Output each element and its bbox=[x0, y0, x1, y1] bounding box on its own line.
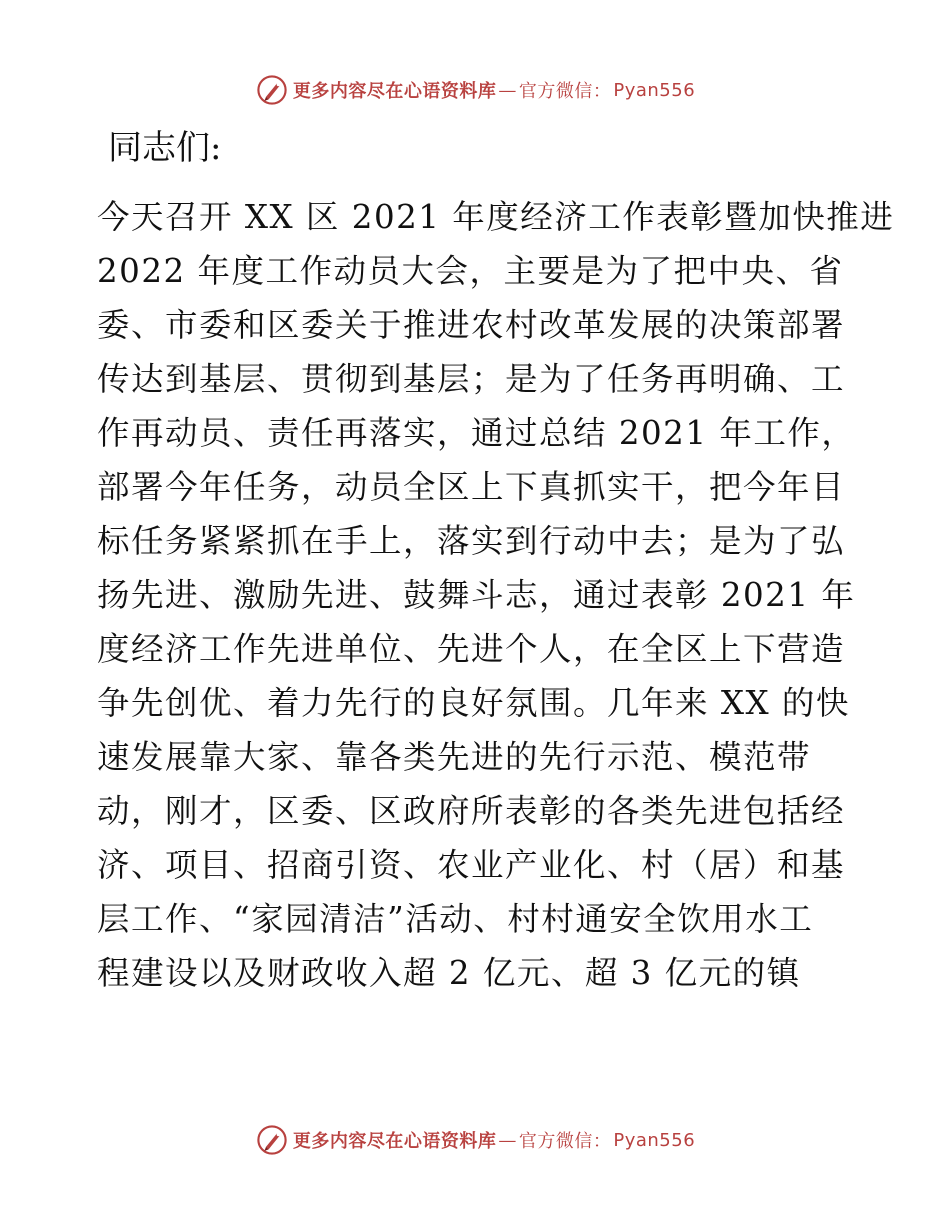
pen-logo-icon bbox=[255, 73, 289, 107]
body-line: 2022 年度工作动员大会，主要是为了把中央、省 bbox=[97, 252, 844, 290]
body-line: 作再动员、责任再落实，通过总结 2021 年工作， bbox=[97, 414, 856, 452]
body-line: 扬先进、激励先进、鼓舞斗志，通过表彰 2021 年 bbox=[97, 576, 856, 614]
watermark-brand-text: 更多内容尽在心语资料库 bbox=[292, 81, 497, 102]
watermark-contact-label: 官方微信： bbox=[518, 1131, 612, 1152]
watermark-contact-id: Pyan556 bbox=[613, 1129, 696, 1151]
body-line: 度经济工作先进单位、先进个人，在全区上下营造 bbox=[97, 630, 846, 668]
watermark-separator: — bbox=[498, 79, 517, 101]
body-line: 济、项目、招商引资、农业产业化、村（居）和基 bbox=[97, 846, 846, 884]
watermark-separator: — bbox=[498, 1129, 517, 1151]
watermark-contact-label: 官方微信： bbox=[518, 81, 612, 102]
body-line: 部署今年任务，动员全区上下真抓实干，把今年目 bbox=[97, 468, 846, 506]
body-line: 标任务紧紧抓在手上，落实到行动中去；是为了弘 bbox=[97, 522, 846, 560]
footer-watermark bbox=[0, 1120, 950, 1160]
body-paragraph bbox=[97, 190, 895, 1000]
body-line: 委、市委和区委关于推进农村改革发展的决策部署 bbox=[97, 306, 846, 344]
body-line: 层工作、“家园清洁”活动、村村通安全饮用水工 bbox=[97, 900, 814, 938]
body-line: 今天召开 XX 区 2021 年度经济工作表彰暨加快推进 bbox=[97, 198, 895, 236]
body-line: 动，刚才，区委、区政府所表彰的各类先进包括经 bbox=[97, 792, 846, 830]
body-line: 速发展靠大家、靠各类先进的先行示范、模范带 bbox=[97, 738, 812, 776]
header-watermark bbox=[0, 70, 950, 110]
pen-logo-icon bbox=[255, 1123, 289, 1157]
body-line: 传达到基层、贯彻到基层；是为了任务再明确、工 bbox=[97, 360, 846, 398]
body-line: 程建设以及财政收入超 2 亿元、超 3 亿元的镇 bbox=[97, 954, 801, 992]
salutation: 同志们: bbox=[108, 128, 222, 168]
body-line: 争先创优、着力先行的良好氛围。几年来 XX 的快 bbox=[97, 684, 850, 722]
watermark-contact-id: Pyan556 bbox=[613, 79, 696, 101]
watermark-brand-text: 更多内容尽在心语资料库 bbox=[292, 1131, 497, 1152]
